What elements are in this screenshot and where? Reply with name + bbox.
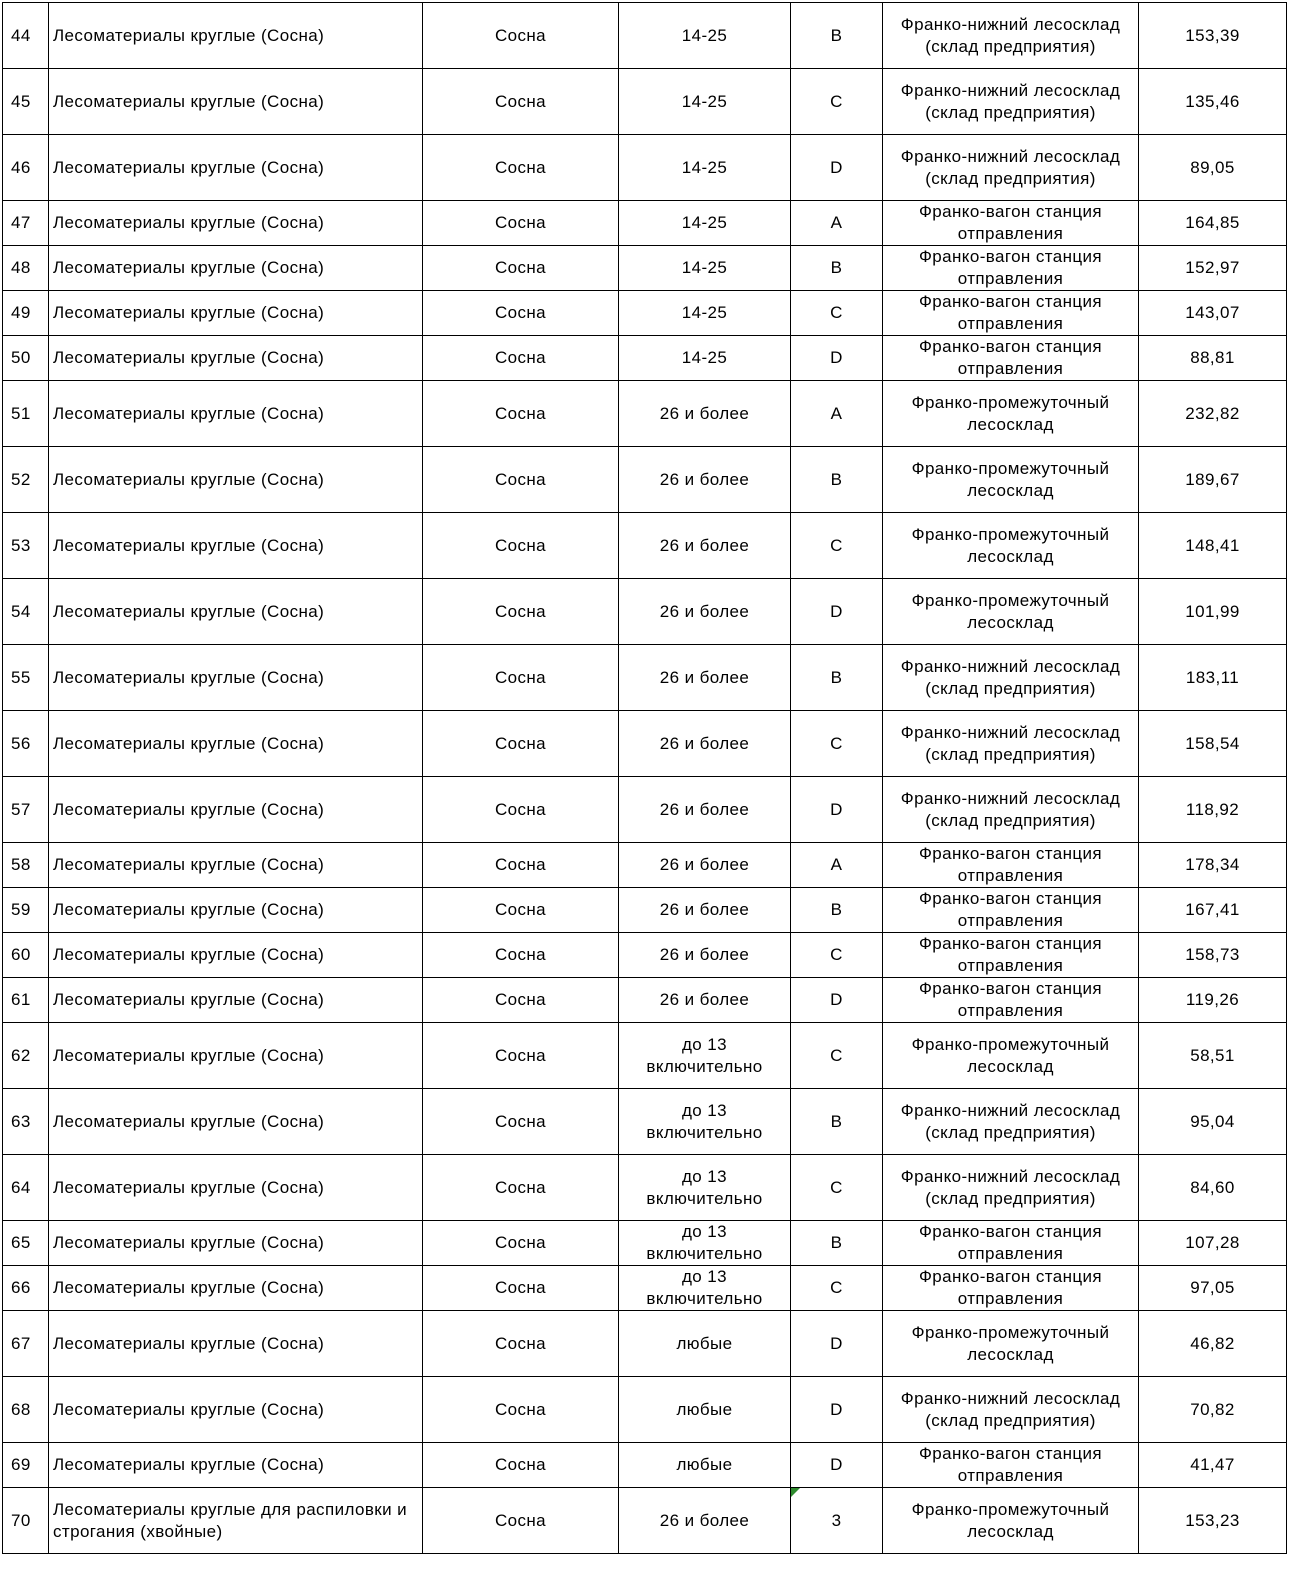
row-number-cell[interactable]: 62 xyxy=(3,1023,49,1089)
table-row xyxy=(3,1221,1287,1266)
table-row xyxy=(3,843,1287,888)
product-name-cell[interactable]: Лесоматериалы круглые (Сосна) xyxy=(49,135,423,201)
species-cell[interactable]: Сосна xyxy=(423,135,619,201)
species-cell[interactable]: Сосна xyxy=(423,3,619,69)
product-name-cell[interactable]: Лесоматериалы круглые (Сосна) xyxy=(49,1377,423,1443)
product-name-cell[interactable]: Лесоматериалы круглые (Сосна) xyxy=(49,1089,423,1155)
product-name-cell[interactable]: Лесоматериалы круглые (Сосна) xyxy=(49,291,423,336)
product-name-cell[interactable]: Лесоматериалы круглые (Сосна) xyxy=(49,513,423,579)
product-name-cell[interactable]: Лесоматериалы круглые (Сосна) xyxy=(49,888,423,933)
row-number-cell[interactable]: 59 xyxy=(3,888,49,933)
product-name-cell[interactable]: Лесоматериалы круглые (Сосна) xyxy=(49,201,423,246)
diameter-cell[interactable]: 14-25 xyxy=(619,291,791,336)
table-row xyxy=(3,513,1287,579)
grade-cell[interactable]: D xyxy=(791,135,883,201)
delivery-terms-cell[interactable]: Франко-промежуточный лесосклад xyxy=(883,1311,1139,1377)
price-cell[interactable]: 178,34 xyxy=(1139,843,1287,888)
delivery-terms-cell[interactable]: Франко-вагон станция отправления xyxy=(883,1266,1139,1311)
table-row xyxy=(3,1488,1287,1554)
row-number-cell[interactable]: 50 xyxy=(3,336,49,381)
price-cell[interactable]: 135,46 xyxy=(1139,69,1287,135)
species-cell[interactable]: Сосна xyxy=(423,1311,619,1377)
species-cell[interactable]: Сосна xyxy=(423,888,619,933)
diameter-cell[interactable]: 26 и более xyxy=(619,933,791,978)
species-cell[interactable]: Сосна xyxy=(423,978,619,1023)
row-number-cell[interactable]: 68 xyxy=(3,1377,49,1443)
price-cell[interactable]: 158,54 xyxy=(1139,711,1287,777)
species-cell[interactable]: Сосна xyxy=(423,447,619,513)
product-name-cell[interactable]: Лесоматериалы круглые (Сосна) xyxy=(49,1221,423,1266)
diameter-cell[interactable]: 14-25 xyxy=(619,201,791,246)
diameter-cell[interactable]: любые xyxy=(619,1443,791,1488)
delivery-terms-cell[interactable]: Франко-нижний лесосклад (склад предприятия) xyxy=(883,645,1139,711)
delivery-terms-cell[interactable]: Франко-вагон станция отправления xyxy=(883,1443,1139,1488)
grade-cell[interactable]: C xyxy=(791,291,883,336)
table-row xyxy=(3,1155,1287,1221)
grade-cell[interactable]: 3 xyxy=(791,1488,883,1554)
product-name-cell[interactable]: Лесоматериалы круглые (Сосна) xyxy=(49,3,423,69)
grade-cell[interactable]: D xyxy=(791,579,883,645)
row-number-cell[interactable]: 44 xyxy=(3,3,49,69)
diameter-cell[interactable]: до 13 включительно xyxy=(619,1155,791,1221)
diameter-cell[interactable]: 26 и более xyxy=(619,381,791,447)
table-row xyxy=(3,3,1287,69)
grade-cell[interactable]: B xyxy=(791,1221,883,1266)
diameter-cell[interactable]: 26 и более xyxy=(619,1488,791,1554)
price-cell[interactable]: 84,60 xyxy=(1139,1155,1287,1221)
grade-cell[interactable]: A xyxy=(791,381,883,447)
row-number-cell[interactable]: 70 xyxy=(3,1488,49,1554)
table-row xyxy=(3,336,1287,381)
species-cell[interactable]: Сосна xyxy=(423,777,619,843)
grade-cell[interactable]: C xyxy=(791,69,883,135)
delivery-terms-cell[interactable]: Франко-вагон станция отправления xyxy=(883,1221,1139,1266)
table-body xyxy=(3,3,1287,1554)
species-cell[interactable]: Сосна xyxy=(423,246,619,291)
product-name-cell[interactable]: Лесоматериалы круглые (Сосна) xyxy=(49,1266,423,1311)
grade-cell[interactable]: D xyxy=(791,336,883,381)
species-cell[interactable]: Сосна xyxy=(423,336,619,381)
species-cell[interactable]: Сосна xyxy=(423,201,619,246)
diameter-cell[interactable]: до 13 включительно xyxy=(619,1089,791,1155)
price-table xyxy=(2,2,1287,1554)
diameter-cell[interactable]: любые xyxy=(619,1311,791,1377)
table-row xyxy=(3,246,1287,291)
grade-cell[interactable]: B xyxy=(791,447,883,513)
species-cell[interactable]: Сосна xyxy=(423,381,619,447)
delivery-terms-cell[interactable]: Франко-вагон станция отправления xyxy=(883,933,1139,978)
table-row xyxy=(3,978,1287,1023)
delivery-terms-cell[interactable]: Франко-нижний лесосклад (склад предприятия) xyxy=(883,777,1139,843)
product-name-cell[interactable]: Лесоматериалы круглые (Сосна) xyxy=(49,1023,423,1089)
delivery-terms-cell[interactable]: Франко-нижний лесосклад (склад предприятия) xyxy=(883,1377,1139,1443)
price-cell[interactable]: 164,85 xyxy=(1139,201,1287,246)
price-cell[interactable]: 41,47 xyxy=(1139,1443,1287,1488)
diameter-cell[interactable]: 26 и более xyxy=(619,579,791,645)
row-number-cell[interactable]: 51 xyxy=(3,381,49,447)
table-row xyxy=(3,381,1287,447)
grade-cell[interactable]: B xyxy=(791,3,883,69)
product-name-cell[interactable]: Лесоматериалы круглые (Сосна) xyxy=(49,381,423,447)
diameter-cell[interactable]: 14-25 xyxy=(619,336,791,381)
delivery-terms-cell[interactable]: Франко-нижний лесосклад (склад предприятия) xyxy=(883,1155,1139,1221)
grade-cell[interactable]: D xyxy=(791,777,883,843)
diameter-cell[interactable]: любые xyxy=(619,1377,791,1443)
delivery-terms-cell[interactable]: Франко-вагон станция отправления xyxy=(883,978,1139,1023)
grade-cell[interactable]: D xyxy=(791,1377,883,1443)
row-number-cell[interactable]: 49 xyxy=(3,291,49,336)
delivery-terms-cell[interactable]: Франко-вагон станция отправления xyxy=(883,888,1139,933)
grade-cell[interactable]: D xyxy=(791,1443,883,1488)
species-cell[interactable]: Сосна xyxy=(423,1023,619,1089)
price-cell[interactable]: 118,92 xyxy=(1139,777,1287,843)
delivery-terms-cell[interactable]: Франко-вагон станция отправления xyxy=(883,246,1139,291)
product-name-cell[interactable]: Лесоматериалы круглые (Сосна) xyxy=(49,777,423,843)
product-name-cell[interactable]: Лесоматериалы круглые (Сосна) xyxy=(49,645,423,711)
delivery-terms-cell[interactable]: Франко-вагон станция отправления xyxy=(883,843,1139,888)
price-cell[interactable]: 101,99 xyxy=(1139,579,1287,645)
price-cell[interactable]: 153,39 xyxy=(1139,3,1287,69)
table-row xyxy=(3,579,1287,645)
grade-cell[interactable]: C xyxy=(791,1023,883,1089)
row-number-cell[interactable]: 48 xyxy=(3,246,49,291)
table-row xyxy=(3,1089,1287,1155)
grade-cell[interactable]: C xyxy=(791,513,883,579)
delivery-terms-cell[interactable]: Франко-нижний лесосклад (склад предприятия) xyxy=(883,69,1139,135)
price-cell[interactable]: 153,23 xyxy=(1139,1488,1287,1554)
delivery-terms-cell[interactable]: Франко-промежуточный лесосклад xyxy=(883,1488,1139,1554)
price-cell[interactable]: 58,51 xyxy=(1139,1023,1287,1089)
delivery-terms-cell[interactable]: Франко-промежуточный лесосклад xyxy=(883,513,1139,579)
diameter-cell[interactable]: 26 и более xyxy=(619,513,791,579)
row-number-cell[interactable]: 46 xyxy=(3,135,49,201)
species-cell[interactable]: Сосна xyxy=(423,69,619,135)
species-cell[interactable]: Сосна xyxy=(423,1221,619,1266)
diameter-cell[interactable]: 26 и более xyxy=(619,711,791,777)
diameter-cell[interactable]: 26 и более xyxy=(619,978,791,1023)
delivery-terms-cell[interactable]: Франко-вагон станция отправления xyxy=(883,201,1139,246)
species-cell[interactable]: Сосна xyxy=(423,1443,619,1488)
species-cell[interactable]: Сосна xyxy=(423,843,619,888)
delivery-terms-cell[interactable]: Франко-промежуточный лесосклад xyxy=(883,579,1139,645)
product-name-cell[interactable]: Лесоматериалы круглые (Сосна) xyxy=(49,978,423,1023)
price-cell[interactable]: 107,28 xyxy=(1139,1221,1287,1266)
species-cell[interactable]: Сосна xyxy=(423,1089,619,1155)
delivery-terms-cell[interactable]: Франко-нижний лесосклад (склад предприятия) xyxy=(883,3,1139,69)
table-row xyxy=(3,447,1287,513)
product-name-cell[interactable]: Лесоматериалы круглые (Сосна) xyxy=(49,336,423,381)
table-row xyxy=(3,69,1287,135)
delivery-terms-cell[interactable]: Франко-вагон станция отправления xyxy=(883,336,1139,381)
table-row xyxy=(3,1443,1287,1488)
grade-cell[interactable]: B xyxy=(791,246,883,291)
delivery-terms-cell[interactable]: Франко-нижний лесосклад (склад предприятия) xyxy=(883,135,1139,201)
price-cell[interactable]: 148,41 xyxy=(1139,513,1287,579)
delivery-terms-cell[interactable]: Франко-промежуточный лесосклад xyxy=(883,381,1139,447)
product-name-cell[interactable]: Лесоматериалы круглые (Сосна) xyxy=(49,1311,423,1377)
price-cell[interactable]: 232,82 xyxy=(1139,381,1287,447)
row-number-cell[interactable]: 67 xyxy=(3,1311,49,1377)
diameter-cell[interactable]: 26 и более xyxy=(619,447,791,513)
price-cell[interactable]: 152,97 xyxy=(1139,246,1287,291)
row-number-cell[interactable]: 45 xyxy=(3,69,49,135)
grade-cell[interactable]: A xyxy=(791,201,883,246)
price-cell[interactable]: 88,81 xyxy=(1139,336,1287,381)
species-cell[interactable]: Сосна xyxy=(423,711,619,777)
table-row xyxy=(3,201,1287,246)
species-cell[interactable]: Сосна xyxy=(423,513,619,579)
row-number-cell[interactable]: 57 xyxy=(3,777,49,843)
table-row xyxy=(3,888,1287,933)
price-cell[interactable]: 143,07 xyxy=(1139,291,1287,336)
delivery-terms-cell[interactable]: Франко-нижний лесосклад (склад предприятия) xyxy=(883,711,1139,777)
product-name-cell[interactable]: Лесоматериалы круглые (Сосна) xyxy=(49,711,423,777)
species-cell[interactable]: Сосна xyxy=(423,933,619,978)
table-row xyxy=(3,1266,1287,1311)
product-name-cell[interactable]: Лесоматериалы круглые (Сосна) xyxy=(49,933,423,978)
row-number-cell[interactable]: 61 xyxy=(3,978,49,1023)
row-number-cell[interactable]: 60 xyxy=(3,933,49,978)
delivery-terms-cell[interactable]: Франко-промежуточный лесосклад xyxy=(883,1023,1139,1089)
cell-comment-marker xyxy=(791,1488,800,1497)
product-name-cell[interactable]: Лесоматериалы круглые (Сосна) xyxy=(49,579,423,645)
table-row xyxy=(3,1023,1287,1089)
diameter-cell[interactable]: до 13 включительно xyxy=(619,1266,791,1311)
row-number-cell[interactable]: 56 xyxy=(3,711,49,777)
product-name-cell[interactable]: Лесоматериалы круглые (Сосна) xyxy=(49,447,423,513)
product-name-cell[interactable]: Лесоматериалы круглые (Сосна) xyxy=(49,69,423,135)
delivery-terms-cell[interactable]: Франко-вагон станция отправления xyxy=(883,291,1139,336)
row-number-cell[interactable]: 58 xyxy=(3,843,49,888)
species-cell[interactable]: Сосна xyxy=(423,1488,619,1554)
price-cell[interactable]: 95,04 xyxy=(1139,1089,1287,1155)
table-row xyxy=(3,711,1287,777)
species-cell[interactable]: Сосна xyxy=(423,291,619,336)
table-row xyxy=(3,1311,1287,1377)
species-cell[interactable]: Сосна xyxy=(423,1155,619,1221)
row-number-cell[interactable]: 52 xyxy=(3,447,49,513)
species-cell[interactable]: Сосна xyxy=(423,645,619,711)
diameter-cell[interactable]: до 13 включительно xyxy=(619,1023,791,1089)
price-cell[interactable]: 167,41 xyxy=(1139,888,1287,933)
row-number-cell[interactable]: 66 xyxy=(3,1266,49,1311)
row-number-cell[interactable]: 47 xyxy=(3,201,49,246)
diameter-cell[interactable]: 14-25 xyxy=(619,3,791,69)
table-row xyxy=(3,645,1287,711)
species-cell[interactable]: Сосна xyxy=(423,1266,619,1311)
price-cell[interactable]: 189,67 xyxy=(1139,447,1287,513)
price-cell[interactable]: 183,11 xyxy=(1139,645,1287,711)
delivery-terms-cell[interactable]: Франко-промежуточный лесосклад xyxy=(883,447,1139,513)
table-row xyxy=(3,777,1287,843)
grade-cell[interactable]: D xyxy=(791,978,883,1023)
row-number-cell[interactable]: 69 xyxy=(3,1443,49,1488)
delivery-terms-cell[interactable]: Франко-нижний лесосклад (склад предприятия) xyxy=(883,1089,1139,1155)
price-cell[interactable]: 70,82 xyxy=(1139,1377,1287,1443)
diameter-cell[interactable]: до 13 включительно xyxy=(619,1221,791,1266)
row-number-cell[interactable]: 65 xyxy=(3,1221,49,1266)
row-number-cell[interactable]: 63 xyxy=(3,1089,49,1155)
grade-cell[interactable]: A xyxy=(791,843,883,888)
grade-cell[interactable]: B xyxy=(791,888,883,933)
price-cell[interactable]: 119,26 xyxy=(1139,978,1287,1023)
diameter-cell[interactable]: 26 и более xyxy=(619,843,791,888)
diameter-cell[interactable]: 14-25 xyxy=(619,246,791,291)
grade-cell[interactable]: B xyxy=(791,645,883,711)
row-number-cell[interactable]: 54 xyxy=(3,579,49,645)
product-name-cell[interactable]: Лесоматериалы круглые (Сосна) xyxy=(49,246,423,291)
grade-cell[interactable]: C xyxy=(791,1155,883,1221)
grade-cell[interactable]: D xyxy=(791,1311,883,1377)
diameter-cell[interactable]: 26 и более xyxy=(619,777,791,843)
diameter-cell[interactable]: 14-25 xyxy=(619,69,791,135)
diameter-cell[interactable]: 26 и более xyxy=(619,888,791,933)
product-name-cell[interactable]: Лесоматериалы круглые (Сосна) xyxy=(49,1443,423,1488)
product-name-cell[interactable]: Лесоматериалы круглые для распиловки и строгания (хвойные) xyxy=(49,1488,423,1554)
product-name-cell[interactable]: Лесоматериалы круглые (Сосна) xyxy=(49,1155,423,1221)
grade-cell[interactable]: C xyxy=(791,1266,883,1311)
species-cell[interactable]: Сосна xyxy=(423,579,619,645)
row-number-cell[interactable]: 53 xyxy=(3,513,49,579)
row-number-cell[interactable]: 55 xyxy=(3,645,49,711)
species-cell[interactable]: Сосна xyxy=(423,1377,619,1443)
price-cell[interactable]: 46,82 xyxy=(1139,1311,1287,1377)
grade-cell[interactable]: C xyxy=(791,933,883,978)
price-cell[interactable]: 97,05 xyxy=(1139,1266,1287,1311)
diameter-cell[interactable]: 26 и более xyxy=(619,645,791,711)
grade-cell[interactable]: B xyxy=(791,1089,883,1155)
row-number-cell[interactable]: 64 xyxy=(3,1155,49,1221)
price-cell[interactable]: 89,05 xyxy=(1139,135,1287,201)
diameter-cell[interactable]: 14-25 xyxy=(619,135,791,201)
product-name-cell[interactable]: Лесоматериалы круглые (Сосна) xyxy=(49,843,423,888)
table-row xyxy=(3,135,1287,201)
table-row xyxy=(3,1377,1287,1443)
grade-cell[interactable]: C xyxy=(791,711,883,777)
price-cell[interactable]: 158,73 xyxy=(1139,933,1287,978)
table-row xyxy=(3,933,1287,978)
table-row xyxy=(3,291,1287,336)
